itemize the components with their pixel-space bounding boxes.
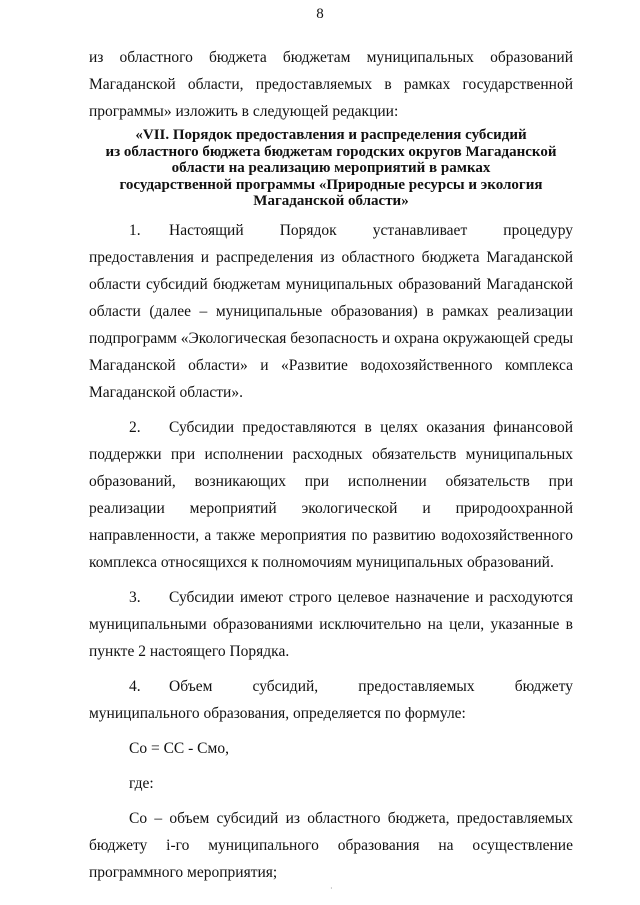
scan-artifact: · (330, 884, 333, 893)
paragraph-number: 1. (129, 221, 141, 239)
heading-line: из областного бюджета бюджетам городских округов Магаданской (105, 143, 557, 160)
heading-line: Магаданской области» (253, 193, 409, 209)
paragraph-text: Субсидии предоставляются в целях оказания финансовой поддержки при исполнении расходных обязательств муниципальных образований, возникающих при исполнении обязательств при реализации мероприятий экологической и природоохранной направленности, а также мероприятия по развитию водохозяйственного комплекса относящихся к полномочиям муниципальных образований. (89, 418, 573, 571)
numbered-paragraph-1 (89, 217, 573, 406)
intro-paragraph: из областного бюджета бюджетам муниципальных образований Магаданской области, предоставляемых в рамках государственной программы» изложить в следующей редакции: (89, 49, 573, 120)
where-label: где: (129, 774, 154, 792)
heading-line: области на реализацию мероприятий в рамках (171, 160, 491, 176)
formula: Со = СС - Смо, (129, 739, 229, 757)
paragraph-number: 2. (129, 418, 141, 436)
numbered-paragraph-3 (89, 584, 573, 665)
paragraph-text: Субсидии имеют строго целевое назначение и расходуются муниципальными образованиями исключительно на цели, указанные в пункте 2 настоящего Порядка. (89, 588, 573, 660)
heading-line: государственной программы «Природные ресурсы и экология (119, 176, 543, 193)
heading-line: «VII. Порядок предоставления и распределения субсидий (135, 127, 527, 143)
section-heading (89, 127, 573, 210)
document-body (89, 44, 573, 886)
page-number: 8 (316, 6, 324, 22)
numbered-paragraph-2 (89, 414, 573, 576)
numbered-paragraph-4 (89, 673, 573, 727)
paragraph-number: 4. (129, 677, 141, 695)
paragraph-text: Объем субсидий, предоставляемых бюджету муниципального образования, определяется по формуле: (89, 677, 573, 722)
definition-paragraph: Со – объем субсидий из областного бюджета, предоставляемых бюджету i-го муниципального образования на осуществление программного мероприятия; (89, 809, 573, 881)
paragraph-number: 3. (129, 588, 141, 606)
paragraph-text: Настоящий Порядок устанавливает процедуру предоставления и распределения из областного бюджета Магаданской области субсидий бюджетам муниципальных образований Магаданской области (далее – муниципальные образования) в рамках реализации подпрограмм «Экологическая безопасность и охрана окружающей среды Магаданской области» и «Развитие водохозяйственного комплекса Магаданской области». (89, 221, 573, 401)
